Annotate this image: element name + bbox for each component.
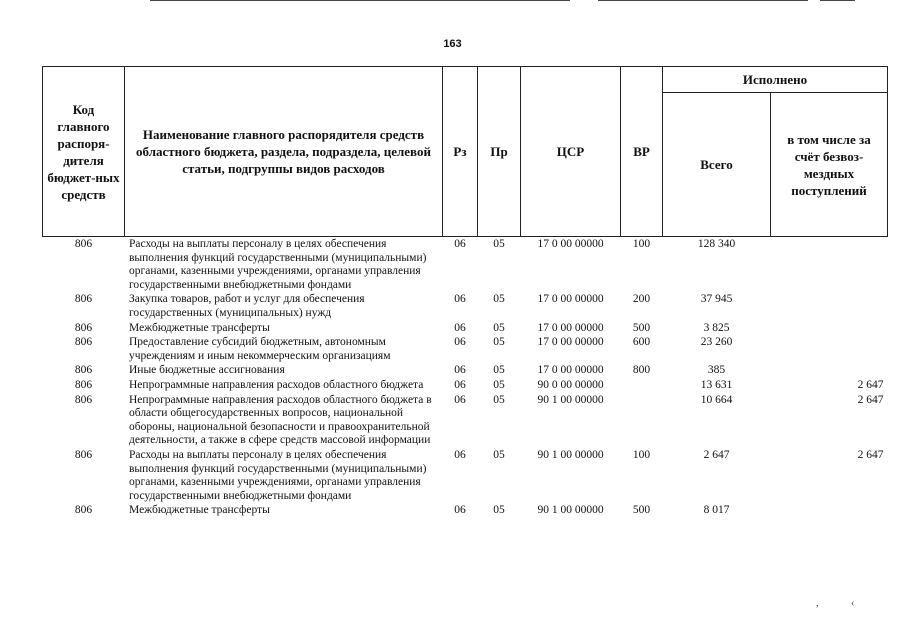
header-executed: Исполнено [663,67,888,93]
cell-code: 806 [74,378,93,391]
table-row [43,503,888,518]
cell-total: 13 631 [700,378,733,391]
cell-free [771,503,888,518]
scan-artifact-line [598,0,808,1]
page-number: 163 [443,38,462,50]
cell-name: Межбюджетные трансферты [129,504,270,517]
cell-name: Непрограммные направления расходов областного бюджета в области общегосударственных вопросов, национальной обороны, национальной безопасности и правоохранительной деятельности, а также в сфере средств массовой информации [129,393,432,447]
cell-free [771,237,888,293]
cell-total: 385 [707,364,726,377]
cell-vr [621,393,663,448]
cell-csr: 90 1 00 00000 [537,393,604,406]
cell-total: 2 647 [703,448,730,461]
cell-rz: 06 [454,448,466,461]
cell-code: 806 [74,393,93,406]
cell-csr: 17 0 00 00000 [537,364,604,377]
cell-rz: 06 [454,378,466,391]
cell-csr: 17 0 00 00000 [537,238,604,250]
cell-rz: 06 [454,336,466,349]
cell-csr: 17 0 00 00000 [537,321,604,334]
cell-pr: 05 [493,321,505,334]
cell-code: 806 [74,293,93,306]
cell-code: 806 [74,336,93,349]
scan-speck: ‹ [851,598,855,609]
header-rz: Рз [443,67,478,237]
cell-pr: 05 [493,448,505,461]
header-vr: ВР [621,67,663,237]
cell-rz: 06 [454,504,466,517]
cell-code: 806 [74,364,93,377]
cell-total: 128 340 [697,238,736,250]
cell-name: Закупка товаров, работ и услуг для обеспечения государственных (муниципальных) нужд [129,293,365,319]
cell-rz: 06 [454,364,466,377]
cell-rz: 06 [454,238,466,250]
cell-vr: 100 [632,238,651,250]
cell-vr: 500 [632,321,651,334]
cell-csr: 90 1 00 00000 [537,448,604,461]
header-row-1 [43,67,888,93]
cell-csr: 17 0 00 00000 [537,293,604,306]
cell-rz: 06 [454,293,466,306]
cell-pr: 05 [493,238,505,250]
table-row [43,393,888,448]
cell-rz: 06 [454,393,466,406]
cell-vr: 500 [632,504,651,517]
cell-free: 2 647 [857,378,884,391]
cell-code: 806 [74,238,93,250]
cell-vr: 200 [632,293,651,306]
scan-speck: , [816,598,819,609]
cell-csr: 90 1 00 00000 [537,504,604,517]
cell-vr: 600 [632,336,651,349]
cell-total: 8 017 [703,504,730,517]
header-pr: Пр [478,67,521,237]
cell-total: 10 664 [700,393,733,406]
table-row [43,363,888,378]
cell-total: 3 825 [703,321,730,334]
cell-free [771,363,888,378]
header-free: в том числе за счёт безвоз-мездных поступлений [771,93,888,237]
cell-free: 2 647 [857,393,884,406]
cell-pr: 05 [493,293,505,306]
scan-artifact-line [150,0,570,1]
cell-pr: 05 [493,364,505,377]
header-total: Всего [663,93,771,237]
cell-pr: 05 [493,336,505,349]
scan-artifact-line [820,0,855,1]
cell-free [771,321,888,336]
table-row [43,378,888,393]
cell-name: Предоставление субсидий бюджетным, автономным учреждениям и иным некоммерческим организациям [129,336,391,362]
table-row [43,448,888,503]
cell-rz: 06 [454,321,466,334]
cell-pr: 05 [493,378,505,391]
cell-free [771,292,888,320]
cell-total: 23 260 [700,336,733,349]
cell-vr [621,378,663,393]
cell-csr: 90 0 00 00000 [537,378,604,391]
table-row [43,321,888,336]
header-name: Наименование главного распорядителя средств областного бюджета, раздела, подраздела, целевой статьи, подгруппы видов расходов [125,67,443,237]
cell-pr: 05 [493,393,505,406]
header-code: Код главного распоря-дителя бюджет-ных средств [43,67,125,237]
cell-name: Межбюджетные трансферты [129,321,270,334]
cell-vr: 100 [632,448,651,461]
cell-total: 37 945 [700,293,733,306]
table-row [43,292,888,320]
cell-pr: 05 [493,504,505,517]
cell-name: Непрограммные направления расходов областного бюджета [129,378,424,391]
header-csr: ЦСР [521,67,621,237]
table-row [43,335,888,363]
budget-table [42,66,888,518]
table-row [43,237,888,293]
cell-free [771,335,888,363]
cell-name: Иные бюджетные ассигнования [129,364,285,377]
cell-csr: 17 0 00 00000 [537,336,604,349]
cell-name: Расходы на выплаты персоналу в целях обеспечения выполнения функций государственными (муниципальными) органами, казенными учреждениями, органами управления государственными внебюджетными фондами [129,448,427,502]
cell-name: Расходы на выплаты персоналу в целях обеспечения выполнения функций государственными (муниципальными) органами, казенными учреждениями, органами управления государственными внебюджетными фондами [129,238,427,291]
cell-code: 806 [74,504,93,517]
cell-code: 806 [74,448,93,461]
cell-free: 2 647 [857,448,884,461]
cell-vr: 800 [632,364,651,377]
cell-code: 806 [74,321,93,334]
